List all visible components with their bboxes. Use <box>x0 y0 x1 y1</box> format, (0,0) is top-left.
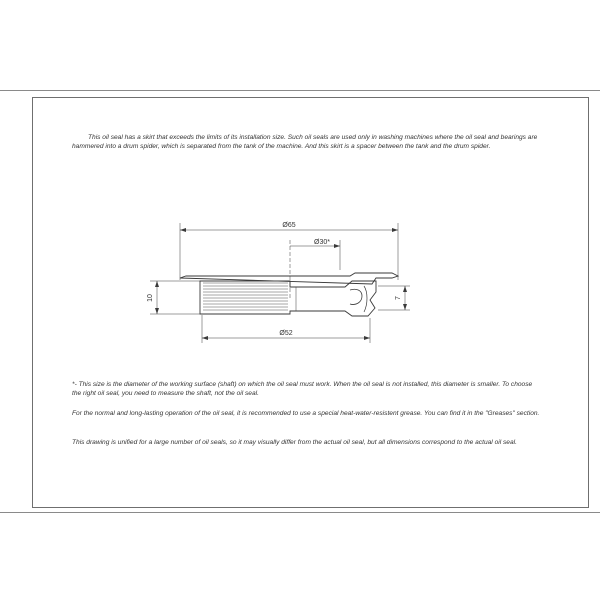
note-drawing-unified: This drawing is unified for a large number of oil seals, so it may visually differ from the actual oil seal, but all dimensions correspond to the actual oil seal. <box>72 439 517 446</box>
seal-ribs <box>203 283 288 310</box>
label-diameter-30: Ø30* <box>314 239 330 246</box>
note-grease: For the normal and long-lasting operation of the oil seal, it is recommended to use a special heat-water-resistent grease. You can find it in the "Greases" section. <box>72 410 540 417</box>
label-diameter-65: Ø65 <box>282 222 296 229</box>
intro-paragraph: This oil seal has a skirt that exceeds the limits of its installation size. Such oil seals are used only in washing machines where the oil seal and bearings are hammered into a drum spider, which is separated from the tank of the machine. And this skirt is a spacer between the tank and the drum spider. <box>72 134 538 150</box>
label-height-7: 7 <box>395 296 402 300</box>
seal-lip <box>350 289 362 304</box>
seal-body <box>200 281 376 316</box>
seal-spring <box>364 286 367 312</box>
note-shaft-size: *- This size is the diameter of the working surface (shaft) on which the oil seal must work. When the oil seal is not installed, this diameter is smaller. To choose the right oil seal, you need to measure the shaft, not the oil seal. <box>72 381 533 397</box>
label-diameter-52: Ø52 <box>279 330 293 337</box>
label-height-10: 10 <box>147 294 154 302</box>
seal-skirt <box>180 273 398 284</box>
